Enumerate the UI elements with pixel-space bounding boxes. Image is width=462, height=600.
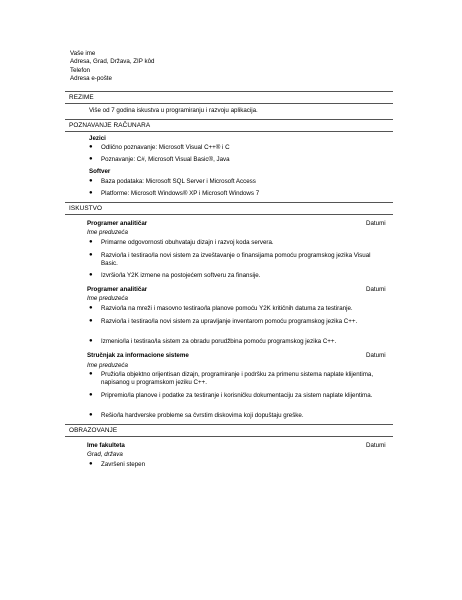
job-duty: Razvio/la i testirao/la novi sistem za upravljanje inventarom pomoću programskog jezika C++. [101,318,358,325]
section-title: REZIME [69,94,94,102]
bullet-icon: ● [89,272,93,278]
bullet-icon: ● [89,156,93,162]
bullet-icon: ● [89,190,93,196]
contact-block [70,50,154,83]
job-company: Ime preduzeća [87,229,128,236]
skill-item: Odlično poznavanje: Microsoft Visual C++® i C [101,144,230,151]
contact-name: Vaše ime [70,50,96,57]
contact-email: Adresa e-pošte [70,74,112,82]
job-title: Programer analitičar [87,220,148,227]
job-company: Ime preduzeća [87,362,128,369]
job-date: Datumi [366,286,386,293]
job-date: Datumi [366,352,386,359]
job-duty: Razvio/la na mreži i masovno testirao/la planove pomoću Y2K kritičnih datuma za testiranje. [101,305,353,312]
job-duty: Izvršio/la Y2K izmene na postojećem softveru za finansije. [101,272,261,279]
skill-item: Baza podataka: Microsoft SQL Server i Microsoft Access [101,178,256,185]
education-date: Datumi [366,442,386,449]
job-duty: Pružio/la objektno orijentisan dizajn, programiranje i podršku za primenu sistema naplate klijentima, napisanog u programskom jeziku C++. [101,371,374,387]
contact-phone: Telefon [70,66,90,74]
skill-group-title: Jezici [89,135,106,142]
job-duty: Primarne odgovornosti obuhvataju dizajn i razvoj koda servera. [101,239,274,246]
job-company: Ime preduzeća [87,295,128,302]
bullet-icon: ● [89,461,93,467]
job-duty: Rešio/la hardverske probleme sa čvrstim diskovima koji dopuštaju greške. [101,412,304,419]
job-duty: Pripremio/la planove i podatke za testiranje i korisničku dokumentaciju za sistem naplate klijentima. [101,392,373,399]
section-title: ISKUSTVO [69,205,103,213]
section-title: POZNAVANJE RAČUNARA [69,122,151,130]
section-header-summary [65,91,393,104]
school-name: Ime fakulteta [87,442,125,449]
summary-text: Više od 7 godina iskustva u programiranju i razvoju aplikacija. [89,107,258,114]
job-duty: Razvio/la i testirao/la novi sistem za izveštavanje o finansijama pomoću programskog jezika Visual Basic. [101,252,371,268]
skill-group-title: Softver [89,168,111,175]
bullet-icon: ● [89,318,93,324]
section-header-experience [65,202,393,215]
bullet-icon: ● [89,144,93,150]
bullet-icon: ● [89,338,93,344]
job-date: Datumi [366,220,386,227]
section-title: OBRAZOVANJE [69,427,118,435]
bullet-icon: ● [89,252,93,258]
section-header-education [65,424,393,437]
job-title: Stručnjak za informacione sisteme [87,352,189,359]
bullet-icon: ● [89,392,93,398]
bullet-icon: ● [89,178,93,184]
skill-item: Platforme: Microsoft Windows® XP i Microsoft Windows 7 [101,190,260,197]
job-duty: Izmenio/la i testirao/la sistem za obradu porudžbina pomoću programskog jezika C++. [101,338,337,345]
bullet-icon: ● [89,239,93,245]
bullet-icon: ● [89,412,93,418]
section-header-skills [65,119,393,132]
contact-address: Adresa, Grad, Država, ZIP kôd [70,58,155,66]
skill-item: Poznavanje: C#, Microsoft Visual Basic®, Java [101,156,230,163]
bullet-icon: ● [89,371,93,377]
school-location: Grad, država [87,451,123,458]
degree-item: Završeni stepen [101,461,146,468]
bullet-icon: ● [89,305,93,311]
job-title: Programer analitičar [87,286,148,293]
